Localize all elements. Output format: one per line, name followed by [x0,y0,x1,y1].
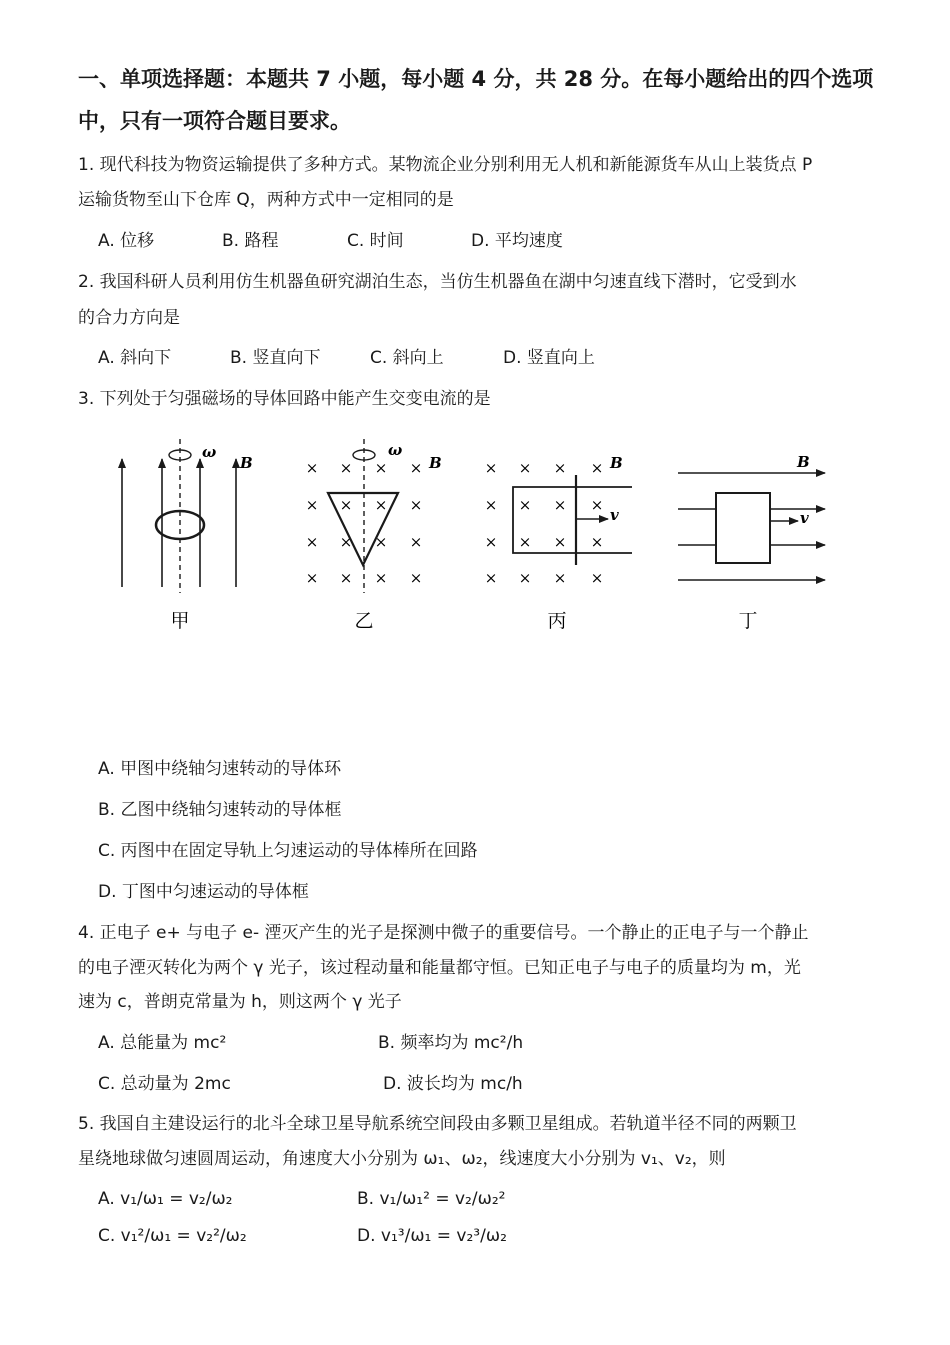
field-label-b: B [240,454,253,472]
q4-option-a: A. 总能量为 mc² [98,1033,227,1053]
field-label-b: B [797,453,810,471]
cross-mark: × [484,459,498,477]
section-heading-line-1: 一、单项选择题：本题共 7 小题，每小题 4 分，共 28 分。在每小题给出的四个选项 [78,67,874,91]
velocity-label: v [800,509,809,527]
q1-option-a: A. 位移 [98,231,155,251]
q4-option-c: C. 总动量为 2mc [98,1074,231,1094]
figure-bing [485,454,632,632]
cross-mark: × [374,459,388,477]
q3-option-b: B. 乙图中绕轴匀速转动的导体框 [98,800,342,820]
cross-mark: × [484,496,498,514]
field-label-b: B [429,454,442,472]
cross-mark: × [553,533,567,551]
cross-mark: × [339,569,353,587]
cross-mark: × [590,459,604,477]
cross-mark: × [518,533,532,551]
section-heading-line-2: 中，只有一项符合题目要求。 [78,109,351,133]
cross-mark: × [305,496,319,514]
q3-figure [100,435,860,645]
cross-mark: × [553,496,567,514]
q4-stem-line-2: 的电子湮灭转化为两个 γ 光子，该过程动量和能量都守恒。已知正电子与电子的质量均为 m，光 [78,958,801,978]
q2-option-b: B. 竖直向下 [230,348,321,368]
cross-mark: × [409,459,423,477]
cross-mark: × [409,569,423,587]
q1-option-b: B. 路程 [222,231,279,251]
cross-mark: × [409,533,423,551]
q5-option-b: B. v₁/ω₁² = v₂/ω₂² [357,1189,506,1209]
cross-mark: × [518,569,532,587]
q5-stem-line-1: 5. 我国自主建设运行的北斗全球卫星导航系统空间段由多颗卫星组成。若轨道半径不同的两颗卫 [78,1114,797,1134]
cross-mark: × [590,496,604,514]
q4-option-d: D. 波长均为 mc/h [383,1074,523,1094]
cross-mark: × [374,569,388,587]
cross-mark: × [374,533,388,551]
cross-mark: × [484,569,498,587]
q3-option-a: A. 甲图中绕轴匀速转动的导体环 [98,759,342,779]
figure-yi [306,439,442,632]
cross-mark: × [518,459,532,477]
cross-mark: × [518,496,532,514]
figure-label-jia: 甲 [170,610,190,632]
cross-mark: × [305,533,319,551]
figure-label-ding: 丁 [738,610,758,632]
cross-mark: × [590,533,604,551]
q5-option-d: D. v₁³/ω₁ = v₂³/ω₂ [357,1226,507,1246]
q4-stem-line-3: 速为 c，普朗克常量为 h，则这两个 γ 光子 [78,992,402,1012]
q2-stem-line-2: 的合力方向是 [78,308,180,328]
cross-mark: × [484,533,498,551]
field-label-b: B [610,454,623,472]
triangle-frame [328,493,398,565]
figure-ding [678,453,825,632]
q2-option-d: D. 竖直向上 [503,348,595,368]
q2-option-c: C. 斜向上 [370,348,444,368]
omega-label: ω [202,443,217,461]
cross-mark: × [305,459,319,477]
q3-stem: 3. 下列处于匀强磁场的导体回路中能产生交变电流的是 [78,389,491,409]
q3-option-d: D. 丁图中匀速运动的导体框 [98,882,309,902]
cross-mark: × [339,496,353,514]
q4-option-b: B. 频率均为 mc²/h [378,1033,524,1053]
section-heading [78,58,878,142]
cross-mark: × [339,533,353,551]
velocity-label: v [610,506,619,524]
figure-jia [122,439,253,632]
q3-option-c: C. 丙图中在固定导轨上匀速运动的导体棒所在回路 [98,841,478,861]
q1-option-d: D. 平均速度 [471,231,563,251]
figure-label-bing: 丙 [547,610,567,632]
cross-mark: × [305,569,319,587]
cross-mark: × [374,496,388,514]
q2-stem-line-1: 2. 我国科研人员利用仿生机器鱼研究湖泊生态，当仿生机器鱼在湖中匀速直线下潜时，它受到水 [78,272,797,292]
conductor-frame [716,493,770,563]
q1-option-c: C. 时间 [347,231,404,251]
q1-stem-line-2: 运输货物至山下仓库 Q，两种方式中一定相同的是 [78,190,454,210]
cross-mark: × [409,496,423,514]
cross-mark: × [553,569,567,587]
q5-option-c: C. v₁²/ω₁ = v₂²/ω₂ [98,1226,247,1246]
cross-mark: × [590,569,604,587]
q5-stem-line-2: 星绕地球做匀速圆周运动，角速度大小分别为 ω₁、ω₂，线速度大小分别为 v₁、v₂，则 [78,1149,726,1169]
q4-stem-line-1: 4. 正电子 e+ 与电子 e- 湮灭产生的光子是探测中微子的重要信号。一个静止的正电子与一个静止 [78,923,809,943]
omega-label: ω [388,441,403,459]
cross-mark: × [553,459,567,477]
figure-label-yi: 乙 [354,610,374,632]
q5-option-a: A. v₁/ω₁ = v₂/ω₂ [98,1189,233,1209]
q1-stem-line-1: 1. 现代科技为物资运输提供了多种方式。某物流企业分别利用无人机和新能源货车从山上装货点 P [78,155,813,175]
cross-mark: × [339,459,353,477]
q2-option-a: A. 斜向下 [98,348,172,368]
